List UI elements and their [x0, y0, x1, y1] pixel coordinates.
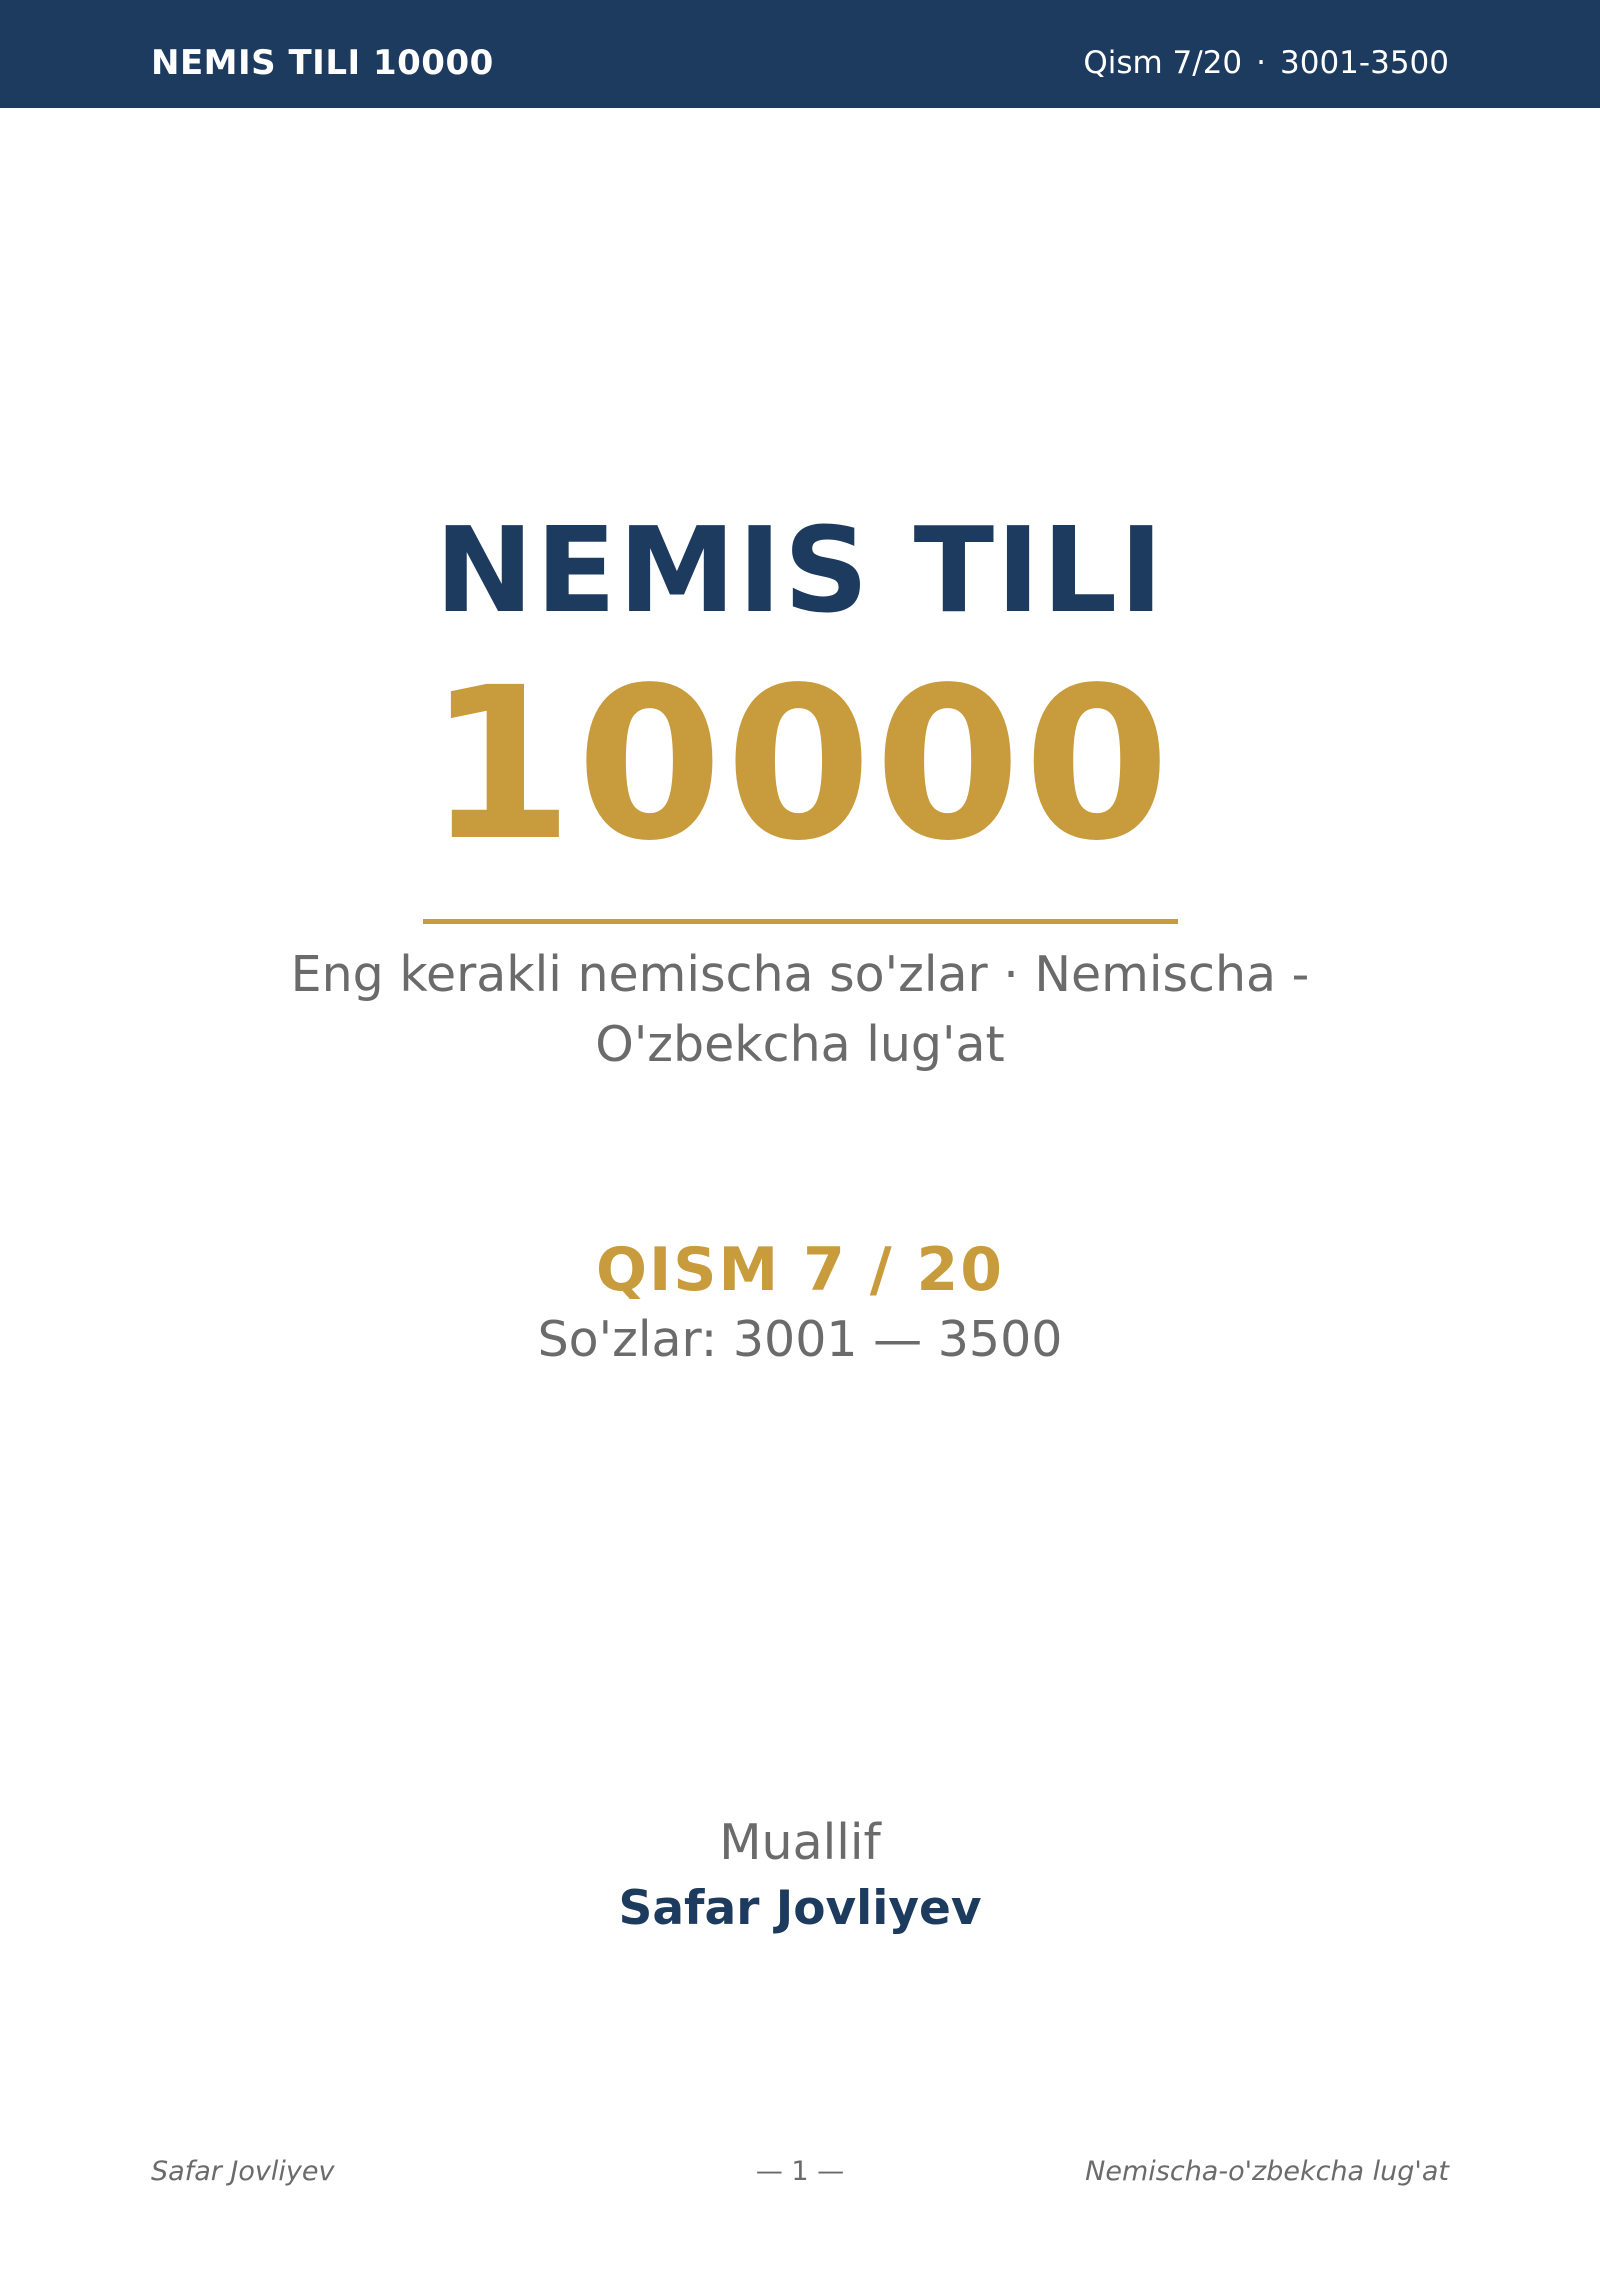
cover-subtitle: Eng kerakli nemischa so'zlar · Nemischa - O'zbekcha lug'at	[290, 946, 1310, 1073]
cover-title-number: 10000	[427, 642, 1173, 887]
header-range: 3001-3500	[1280, 45, 1449, 81]
header-title: NEMIS TILI 10000	[151, 43, 494, 83]
part-label: QISM 7 / 20	[595, 1235, 1005, 1305]
header-bar	[0, 0, 1600, 108]
author-label: Muallif	[719, 1814, 881, 1871]
word-range: So'zlar: 3001 — 3500	[537, 1311, 1063, 1368]
author-name: Safar Jovliyev	[618, 1881, 982, 1936]
header-part: Qism 7/20	[1083, 45, 1243, 81]
footer-book-title: Nemischa-o'zbekcha lug'at	[1085, 2156, 1449, 2187]
header-separator: ·	[1256, 45, 1267, 81]
header-part-info	[1083, 0, 1449, 108]
page-number: — 1 —	[755, 2156, 845, 2187]
footer-author: Safar Jovliyev	[151, 2156, 335, 2187]
cover-title: NEMIS TILI	[434, 501, 1166, 639]
title-divider	[423, 919, 1178, 924]
